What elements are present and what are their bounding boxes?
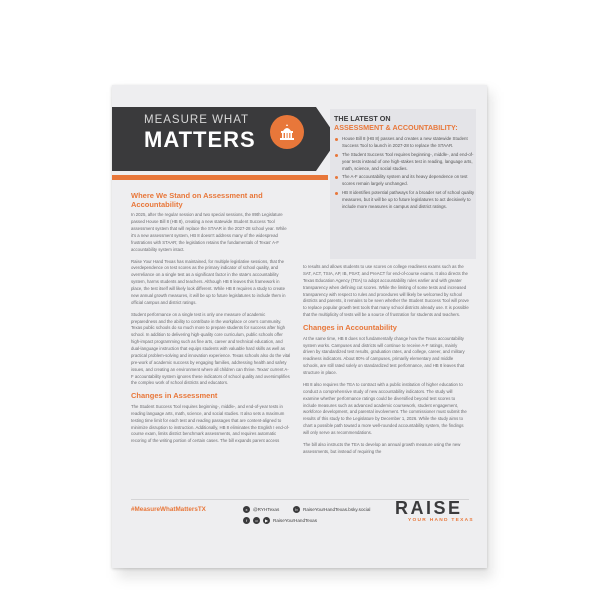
section-heading: Changes in Assessment [131, 391, 218, 401]
section-heading: Where We Stand on Assessment and Accountability [131, 191, 263, 209]
accent-divider [112, 175, 328, 180]
youtube-icon: ▶ [264, 518, 269, 523]
x-icon: x [243, 506, 250, 513]
twitter-handle: @RYHTexas [253, 507, 280, 512]
left-column [131, 189, 291, 450]
latest-list [330, 136, 476, 210]
section-heading: Changes in Accountability [303, 323, 397, 332]
paragraph: Raise Your Hand Texas has maintained, for multiple legislative sessions, that the overdependence on test scores as the primary indicator of school quality, and overreliance on a single test as a significant factor in the state's accountability system, harms students and teachers. Although HB 8 leaves this framework in place, the test itself will likely look different. While HB 8 requires a study to create new annual growth measures, it will be up to future legislatures to include them in official campus and district ratings. [131, 258, 286, 305]
bluesky-handle: RaiseYourHandTexas.bsky.social [303, 507, 371, 512]
paragraph: Student performance on a single test is only one measure of academic preparedness and the ability to contribute in the workplace or one's community. Texas public schools do so much more to prepare students for success after high school. In addition to delivering high-quality core curriculum, public schools offer high-impact programming such as fine arts, career and technical education, and dual-language instruction that equips students with valuable hard skills as well as practical problem-solving and innovation experience. Texas schools also do the vital pre-work of academic success by engaging families, addressing health and safety issues, and creating an environment where all children can thrive. Texas' current A-F accountability system ignores these indicators of school quality and oversimplifies the complex work of school districts and educators. [131, 311, 291, 386]
facebook-icon: f [243, 517, 250, 524]
paragraph: At the same time, HB 8 does not fundamentally change how the Texas accountability system works. Campuses and districts will continue to receive A-F ratings, mainly driven by standardized test results, graduation rates, and college, career, and military readiness indicators. About 80% of campuses, primarily elementary and middle schools, are still rated solely on standardized test performance, and HB 8 leaves that structure in place. [303, 335, 465, 375]
instagram-icon: o [253, 517, 260, 524]
social-handle: RaiseYourHandTexas [273, 518, 318, 523]
paragraph: In 2025, after the regular session and two special sessions, the 89th Legislature passed House Bill 8 (HB 8), creating a new statewide Student Success Tool assessment system that will replace the STAAR in the 2027-28 school year. While it's a new assessment system, HB 8 doesn't address many of the widespread frustrations with STAAR; the legislation retains the fundamentals of Texas' A-F accountability system intact. [131, 212, 287, 252]
paragraph: The bill also instructs the TEA to develop an annual growth measure using the new assessments, but instead of requiring the [303, 441, 461, 454]
hero-title-line2: MATTERS [144, 127, 256, 152]
list-item: HB 8 identifies potential pathways for a broader set of school quality measures, but it will be up to future legislatures to act decisively to include more measures in campus and district ratings. [342, 190, 475, 209]
footer-hashtag: #MeasureWhatMattersTX [131, 506, 206, 513]
bluesky-icon: b [293, 506, 300, 513]
social-bluesky[interactable] [293, 506, 370, 513]
paragraph: The Student Success Tool requires beginning-, middle-, and end-of-year tests in reading language arts, math, science, and social studies. It also sets a maximum testing time limit for each test and reading passages that are content-aligned to minimize disruption to instruction. Additionally, HB 8 eliminates the English I end-of-course exam, limits district benchmark assessments, and requires automatic recoring of the writing portion of certain cases. The bill expands parent access [131, 403, 290, 444]
paragraph: HB 8 also requires the TEA to contract with a public institution of higher education to conduct a comprehensive study of new accountability indicators. The study will examine whether performance ratings could be diversified beyond test scores to include measures such as advanced academic coursework, student engagement, workforce development, and parental involvement. The commissioner must submit the results of this study to the Legislature by December 1, 2026. While the study aims to chart a possible path toward a more well-rounded accountability system, the findings will only serve as recommendations. [303, 381, 467, 435]
latest-sidebar [330, 109, 476, 259]
right-column [303, 264, 469, 461]
list-item: The Student Success Tool requires beginning-, middle-, and end-of-year tests instead of one high-stakes test in reading, language arts, math, science, and social studies. [342, 152, 476, 172]
latest-subtitle: ASSESSMENT & ACCOUNTABILITY: [334, 123, 458, 133]
capitol-icon [270, 115, 304, 149]
paragraph: to results and allows students to use scores on college readiness exams such as the SAT, ACT, TSIA, AP, IB, PSAT, and PreACT for end-of-course exams. It also directs the Texas Education Agency (TEA) to adopt accountability rules earlier and with greater transparency when defining cut scores. While the limiting of some tests and increased transparency with respect to rules and procedures will likely be welcomed by school districts and parents, it remains to be seen whether the Student Success Tool will prove to replace popular growth test tools that many school districts already use. It is possible that the multiplicity of tests will be a source of frustration for students and teachers. [303, 264, 469, 318]
latest-title: THE LATEST ON [334, 114, 391, 123]
raise-logo-subtitle: YOUR HAND TEXAS [408, 518, 474, 523]
document-page [112, 85, 487, 568]
list-item: House Bill 8 (HB 8) passes and creates a new statewide Student Success Tool to launch in 2027-28 to replace the STAAR. [342, 136, 476, 150]
social-other[interactable] [243, 517, 317, 524]
raise-logo: RAISE [395, 498, 463, 518]
list-item: The A-F accountability system and its heavy dependence on test scores remain largely unchanged. [342, 174, 476, 188]
hero-title-line1: MEASURE WHAT [144, 114, 250, 126]
social-twitter[interactable] [243, 506, 279, 513]
